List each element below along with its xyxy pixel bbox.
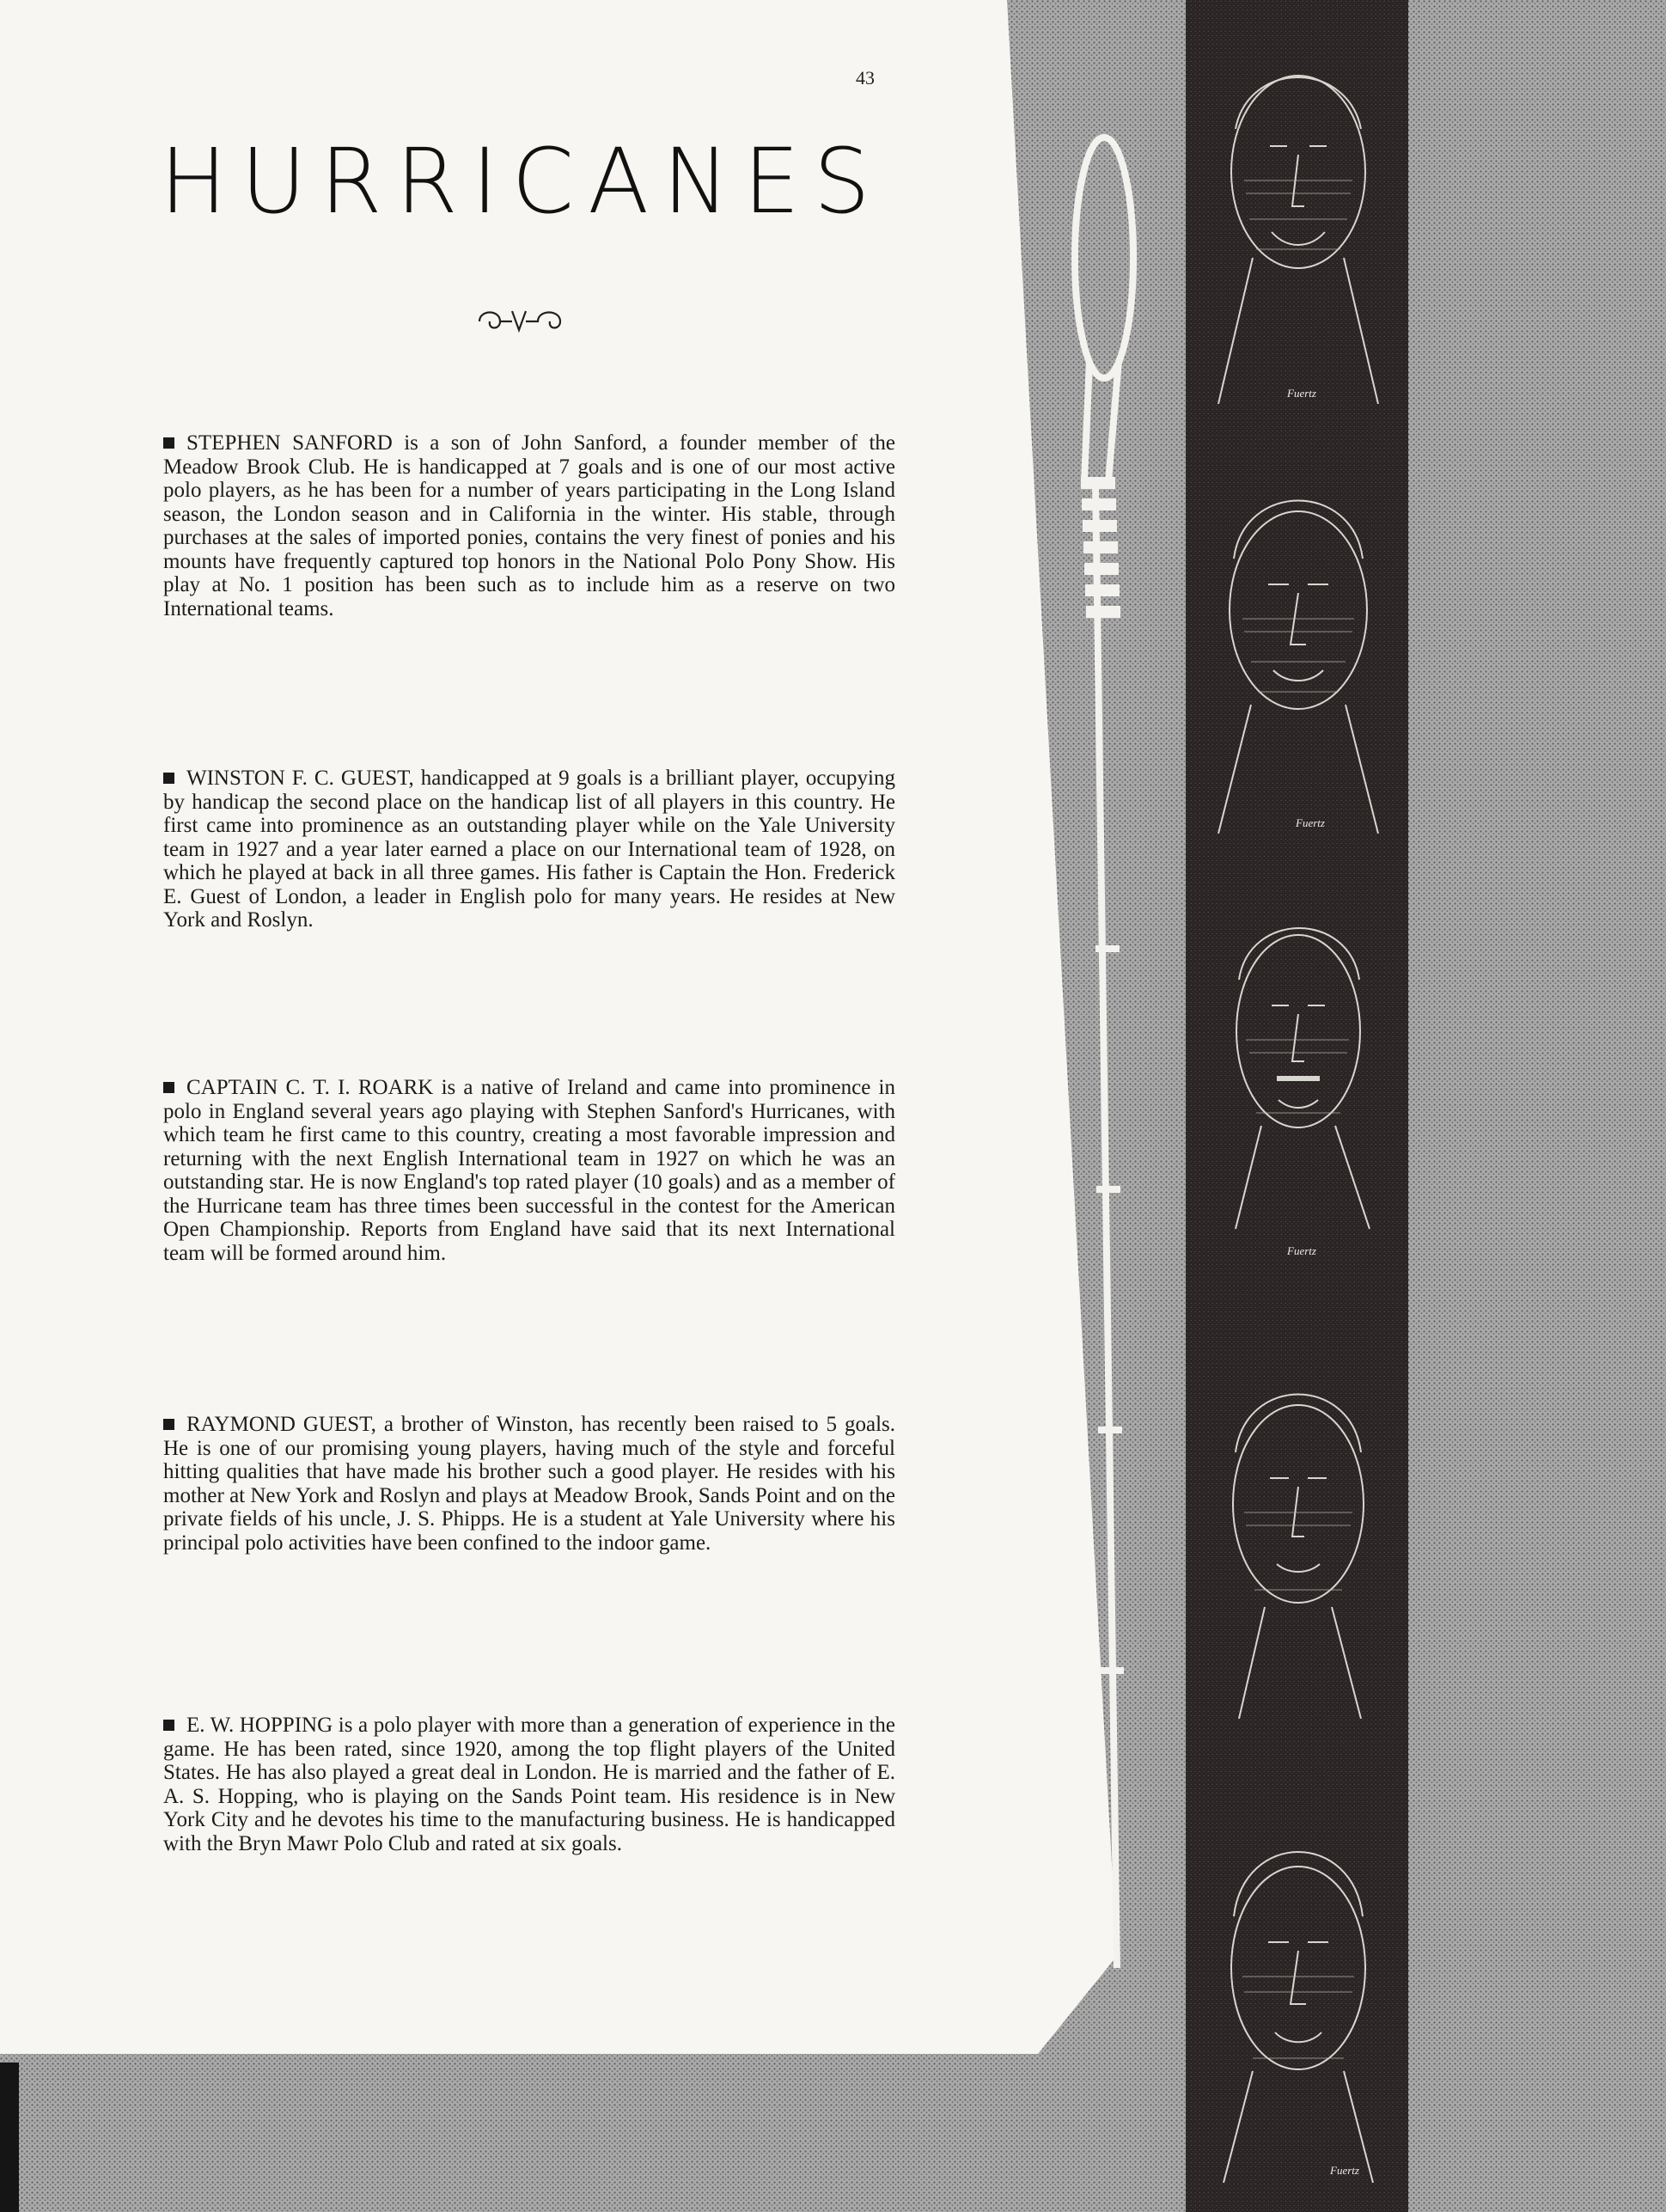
entry-name: CAPTAIN C. T. I. ROARK xyxy=(186,1076,434,1099)
ornament-icon xyxy=(474,302,569,337)
entry-name: E. W. HOPPING xyxy=(186,1714,333,1737)
portrait-ew-hopping xyxy=(1201,1805,1395,2183)
bullet-icon xyxy=(163,1720,174,1731)
artist-signature: Fuertz xyxy=(1287,1244,1316,1257)
portrait-captain-roark xyxy=(1201,885,1395,1263)
entry-captain-roark xyxy=(163,1076,895,1265)
bullet-icon xyxy=(163,1082,174,1093)
entry-winston-guest xyxy=(163,767,895,932)
entry-text: is a son of John Sanford, a founder member of the Meadow Brook Club. He is handicapped at 7 goals and is one of our most active polo players, as he has been for a number of years participating in the Long Island season, the London season and in California in the winter. His stable, through purchases at the sales of imported ponies, contains the very finest of ponies and his mounts have frequently captured top honors in the National Polo Pony Show. His play at No. 1 position has been such as to include him as a reserve on two International teams. xyxy=(163,431,895,620)
artist-signature: Fuertz xyxy=(1287,387,1316,400)
page-number: 43 xyxy=(856,67,875,89)
entry-text: a brother of Winston, has recently been raised to 5 goals. He is one of our promising young players, having much of the style and forceful hitting qualities that have made his brother such a good player. He resides with his mother at New York and Roslyn and plays at Meadow Brook, Sands Point and on the private fields of his uncle, J. S. Phipps. He is a student at Yale University where his principal polo activities have been confined to the indoor game. xyxy=(163,1413,896,1555)
entry-name: WINSTON F. C. GUEST, xyxy=(186,767,414,790)
page-title: HURRICANES xyxy=(160,129,884,234)
entry-ew-hopping xyxy=(163,1714,895,1855)
entry-stephen-sanford xyxy=(163,431,895,620)
entry-name: RAYMOND GUEST, xyxy=(186,1413,376,1436)
bullet-icon xyxy=(163,773,174,784)
binding-edge xyxy=(0,2062,19,2212)
portrait-raymond-guest xyxy=(1201,1341,1395,1719)
entry-text: is a polo player with more than a generation of experience in the game. He has been rated, since 1920, among the top flight players of the United States. He has also played a great deal in London. He is married and the father of E. A. S. Hopping, who is playing on the Sands Point team. His residence is in New York City and he devotes his time to the manufacturing business. He is handicapped with the Bryn Mawr Polo Club and rated at six goals. xyxy=(163,1714,896,1855)
entry-raymond-guest xyxy=(163,1413,895,1555)
entry-name: STEPHEN SANFORD xyxy=(186,431,393,455)
entry-text: handicapped at 9 goals is a brilliant player, occupying by handicap the second place on the handicap list of all players in this country. He first came into prominence as an outstanding player while on the Yale University team in 1927 and a year later earned a place on our International team of 1928, on which he played at back in all three games. His father is Captain the Hon. Frederick E. Guest of London, a leader in English polo for many years. He resides at New York and Roslyn. xyxy=(163,767,896,932)
portrait-stephen-sanford xyxy=(1201,26,1395,404)
bullet-icon xyxy=(163,437,174,449)
entry-text: is a native of Ireland and came into prominence in polo in England several years ago playing with Stephen Sanford's Hurricanes, with which team he first came to this country, creating a most favorable impression and returning with the next English International team in 1927 on which he was an outstanding star. He is now England's top rated player (10 goals) and as a member of the Hurricane team has three times been successful in the contest for the American Open Championship. Reports from England have said that its next International team will be formed around him. xyxy=(163,1076,895,1265)
artist-signature: Fuertz xyxy=(1296,816,1325,829)
bullet-icon xyxy=(163,1419,174,1430)
artist-signature: Fuertz xyxy=(1330,2164,1359,2177)
portrait-winston-guest xyxy=(1201,455,1395,834)
